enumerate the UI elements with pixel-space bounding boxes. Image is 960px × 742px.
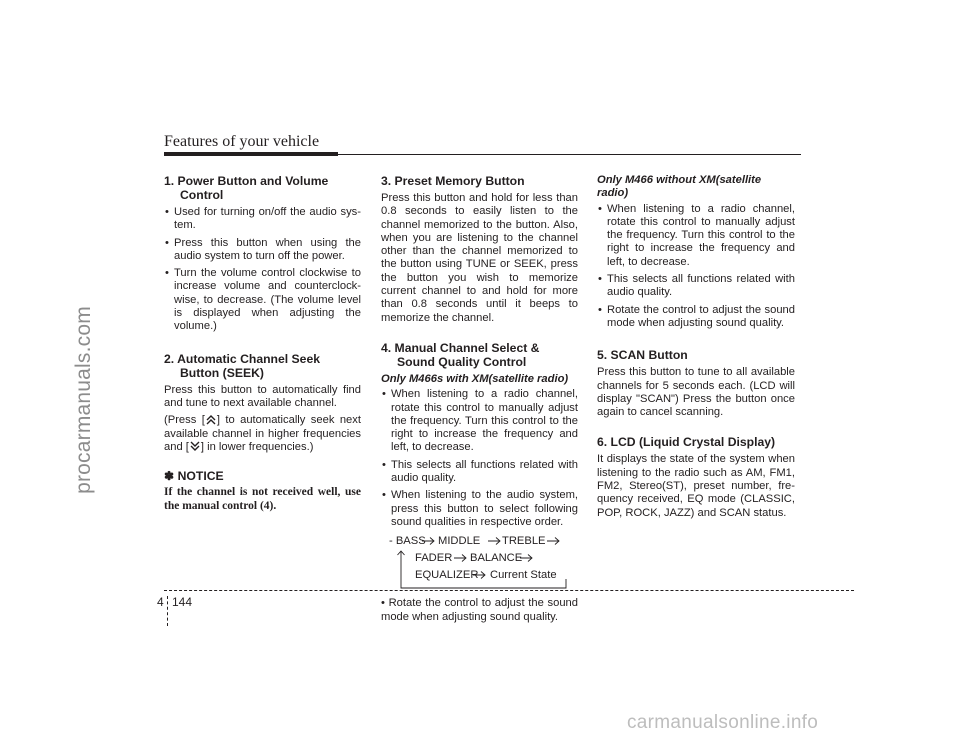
section-4-bullets-2	[597, 203, 795, 331]
list-item: • Turn the volume control clockwise to increase volume and counterclock- wise, to decrease. (The volume level is displayed when adjusting the volume.)	[164, 267, 361, 333]
flow-treble: TREBLE	[502, 535, 546, 548]
section-4-subheading-2: Only M466 without XM(satellite radio)	[597, 174, 762, 200]
section-3-paragraph: Press this button and hold for less than 0.8 seconds to easily listen to the channel memorized to the button. Also, when you are listening to the channel other than the channel memorized to the button using TUNE or SEEK, press the button you wish to memorize current channel to and hold for more than 0.8 seconds until it beeps to memorize the channel.	[381, 192, 578, 324]
flow-balance: BALANCE	[470, 552, 523, 565]
column-3	[597, 174, 795, 524]
section-1-heading: 1. Power Button and Volume Control	[164, 174, 329, 202]
section-1-bullets	[164, 206, 361, 334]
flow-middle: MIDDLE	[438, 535, 481, 548]
section-3-heading: 3. Preset Memory Button	[381, 174, 525, 188]
seek-down-icon	[189, 441, 201, 452]
flow-fader: FADER	[415, 552, 453, 565]
section-2-heading: 2. Automatic Channel Seek Button (SEEK)	[164, 351, 320, 380]
column-2	[381, 174, 578, 628]
section-number: 4	[157, 595, 164, 609]
side-watermark: procarmanuals.com	[72, 306, 95, 494]
section-6-paragraph: It displays the state of the system when listening to the radio such as AM, FM1, FM2, Stereo(ST), preset number, fre- quency received, EQ mode (CLASSIC, POP, ROCK, JAZZ) and SCAN status.	[597, 453, 795, 519]
section-4-closing: • Rotate the control to adjust the sound mode when adjusting sound quality.	[381, 597, 578, 623]
list-item: • When listening to the audio system, press this button to select following sound qualities in respective order.	[381, 489, 578, 529]
list-item: • Used for turning on/off the audio sys- tem.	[164, 206, 361, 233]
page-number: 144	[172, 595, 193, 609]
list-item: • This selects all functions related with audio quality.	[597, 273, 795, 300]
section-4-heading: 4. Manual Channel Select & Sound Quality Control	[381, 340, 540, 369]
header-rule-thick	[164, 152, 338, 156]
section-5-heading: 5. SCAN Button	[597, 348, 688, 363]
section-6-heading: 6. LCD (Liquid Crystal Display)	[597, 435, 776, 450]
notice-text: If the channel is not received well, use the manual control (4).	[164, 486, 361, 512]
sound-quality-flow-diagram	[381, 535, 578, 591]
section-5-paragraph: Press this button to tune to all available channels for 5 seconds each. (LCD will display "SCAN") Press the button once again to cancel scanning.	[597, 366, 795, 419]
flow-equalizer: EQUALIZER	[415, 569, 479, 582]
flow-current-state: Current State	[490, 569, 557, 582]
footer-divider	[164, 590, 854, 591]
list-item: • This selects all functions related with audio quality.	[381, 459, 578, 486]
list-item: • Press this button when using the audio system to turn off the power.	[164, 237, 361, 264]
section-4-bullets	[381, 388, 578, 529]
section-2-paragraph-2: (Press [ ] to automatically seek next available channel in higher frequencies and [ ] in lower frequencies.)	[164, 414, 361, 453]
header-rule-thin	[338, 154, 801, 155]
column-1	[164, 174, 361, 513]
footer-vertical-divider	[167, 596, 168, 626]
section-2-paragraph-1: Press this button to automatically find and tune to next available channel.	[164, 383, 361, 409]
section-4-subheading: Only M466s with XM(satellite radio)	[381, 372, 569, 385]
list-item: • When listening to a radio channel, rotate this control to manually adjust the frequency. Turn this control to the right to increase the frequency and left, to decrease.	[381, 388, 578, 454]
seek-up-icon	[205, 414, 217, 425]
bottom-watermark: carmanualsonline.info	[627, 712, 819, 733]
notice-heading: ✽ NOTICE	[164, 469, 224, 484]
list-item: • When listening to a radio channel, rotate this control to manually adjust the frequency. Turn this control to the right to increase the frequency and left, to decrease.	[597, 203, 795, 269]
list-item: • Rotate the control to adjust the sound mode when adjusting sound quality.	[597, 304, 795, 331]
page-header-title: Features of your vehicle	[164, 133, 320, 150]
flow-bass: - BASS	[389, 535, 426, 548]
